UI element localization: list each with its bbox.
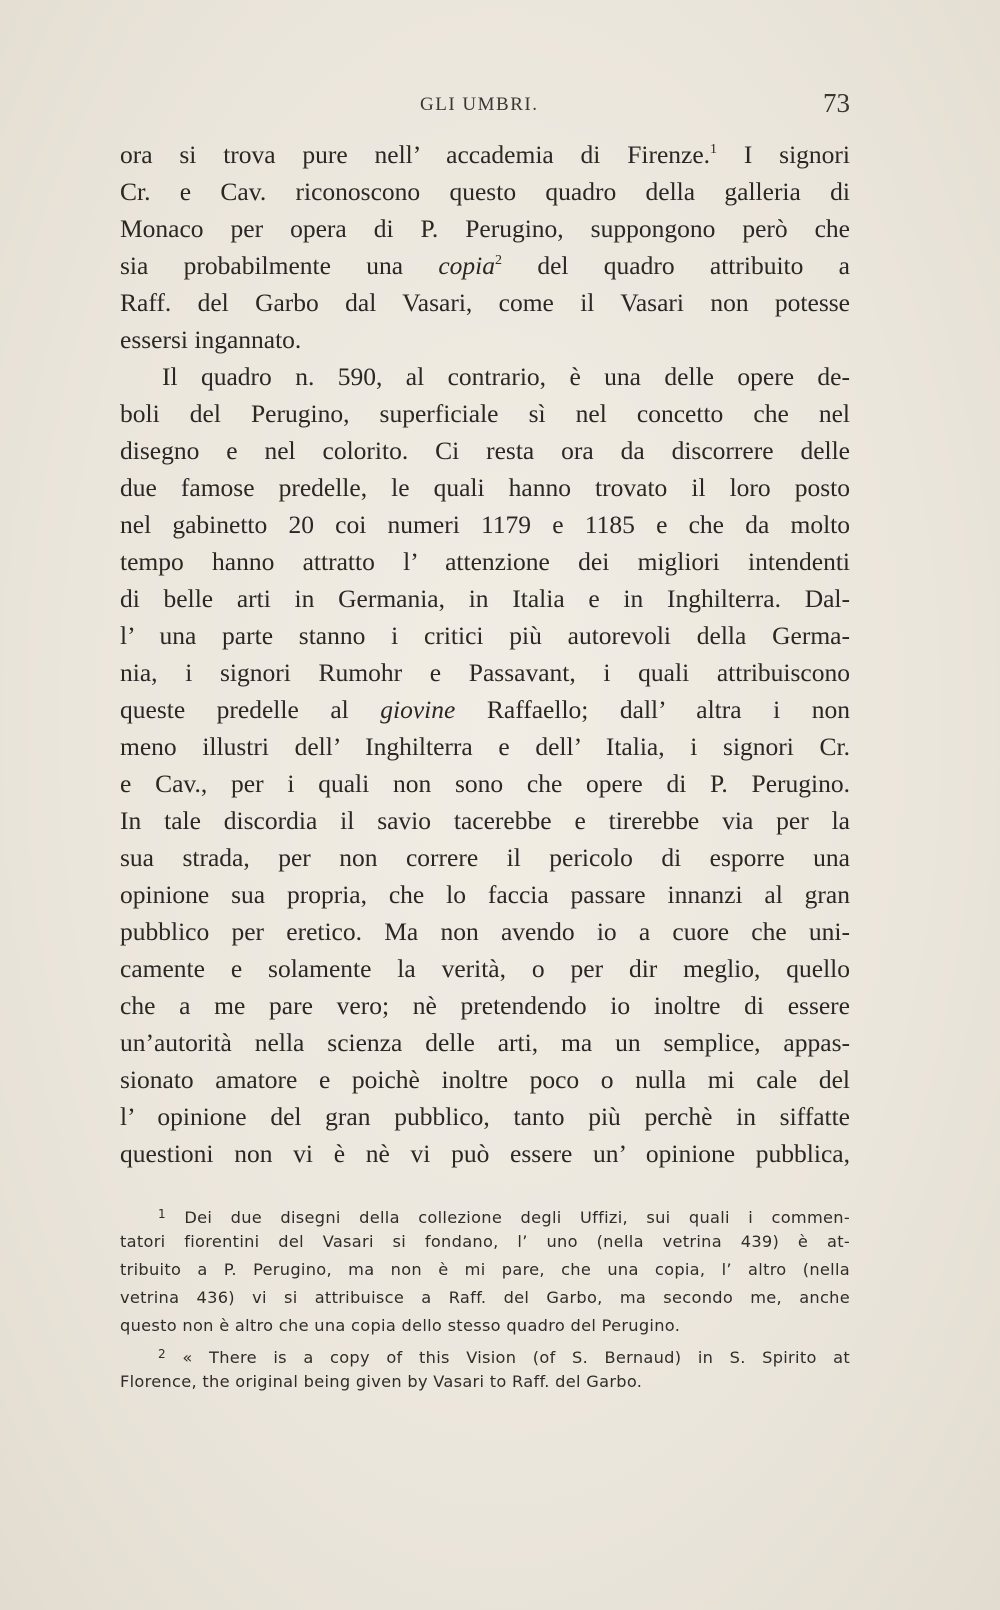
- text-span: Dei due disegni della collezione degli Uffizi, sui quali i commen-: [165, 1208, 850, 1227]
- running-title: GLI UMBRI.: [420, 94, 539, 115]
- text-line: boli del Perugino, superficiale sì nel concetto che nel: [120, 399, 850, 428]
- text-line: Cr. e Cav. riconoscono questo quadro della galleria di: [120, 177, 850, 206]
- footnote-line: Florence, the original being given by Vasari to Raff. del Garbo.: [120, 1372, 643, 1391]
- text-span: ora si trova pure nell’ accademia di Firenze.: [120, 140, 711, 169]
- footnote-line: tribuito a P. Perugino, ma non è mi pare, che una copia, l’ altro (nella: [120, 1260, 850, 1279]
- text-line: nel gabinetto 20 coi numeri 1179 e 1185 e che da molto: [120, 510, 850, 539]
- footnotes: [120, 1200, 850, 1396]
- italic-word: giovine: [380, 695, 456, 724]
- text-line: meno illustri dell’ Inghilterra e dell’ Italia, i signori Cr.: [120, 732, 850, 761]
- page-header: [120, 88, 850, 128]
- text-line: tempo hanno attratto l’ attenzione dei migliori intendenti: [120, 547, 850, 576]
- text-line: l’ una parte stanno i critici più autorevoli della Germa-: [120, 621, 850, 650]
- footnote-ref-2: 2: [495, 253, 503, 268]
- text-line: un’autorità nella scienza delle arti, ma un semplice, appas-: [120, 1028, 850, 1057]
- text-line: essersi ingannato.: [120, 325, 302, 354]
- text-span: Raffaello; dall’ altra i non: [455, 695, 850, 724]
- text-span: queste predelle al: [120, 695, 381, 724]
- text-line: Monaco per opera di P. Perugino, suppongono però che: [120, 214, 850, 243]
- text-line: questioni non vi è nè vi può essere un’ opinione pubblica,: [120, 1139, 850, 1168]
- footnote-line: vetrina 436) vi si attribuisce a Raff. del Garbo, ma secondo me, anche: [120, 1288, 850, 1307]
- italic-word: copia: [438, 251, 496, 280]
- text-span: del quadro attribuito a: [502, 251, 851, 280]
- text-line: In tale discordia il savio tacerebbe e tirerebbe via per la: [120, 806, 850, 835]
- text-line: sionato amatore e poichè inoltre poco o nulla mi cale del: [120, 1065, 850, 1094]
- footnote-line: [120, 1340, 850, 1368]
- footnote-line: tatori fiorentini del Vasari si fondano, l’ uno (nella vetrina 439) è at-: [120, 1232, 850, 1251]
- body-text: [120, 136, 850, 1172]
- footnote-marker-2: 2: [158, 1347, 166, 1361]
- text-line: l’ opinione del gran pubblico, tanto più perchè in siffatte: [120, 1102, 850, 1131]
- text-line: pubblico per eretico. Ma non avendo io a cuore che uni-: [120, 917, 850, 946]
- text-line: nia, i signori Rumohr e Passavant, i quali attribuiscono: [120, 658, 850, 687]
- text-line: [120, 691, 850, 728]
- text-line: disegno e nel colorito. Ci resta ora da discorrere delle: [120, 436, 850, 465]
- footnote-marker-1: 1: [158, 1207, 166, 1221]
- text-line: e Cav., per i quali non sono che opere di P. Perugino.: [120, 769, 850, 798]
- text-line: due famose predelle, le quali hanno trovato il loro posto: [120, 473, 850, 502]
- text-line: [120, 247, 850, 284]
- text-line: Raff. del Garbo dal Vasari, come il Vasari non potesse: [120, 288, 850, 317]
- footnote-line: questo non è altro che una copia dello stesso quadro del Perugino.: [120, 1316, 681, 1335]
- text-line: di belle arti in Germania, in Italia e in Inghilterra. Dal-: [120, 584, 850, 613]
- text-line: [120, 136, 850, 173]
- text-line: Il quadro n. 590, al contrario, è una delle opere de-: [162, 362, 850, 391]
- footnote-line: [120, 1200, 850, 1228]
- text-line: sua strada, per non correre il pericolo di esporre una: [120, 843, 850, 872]
- text-line: che a me pare vero; nè pretendendo io inoltre di essere: [120, 991, 850, 1020]
- page-number: 73: [823, 88, 850, 118]
- text-span: sia probabilmente una: [120, 251, 439, 280]
- text-line: camente e solamente la verità, o per dir meglio, quello: [120, 954, 850, 983]
- text-line: opinione sua propria, che lo faccia passare innanzi al gran: [120, 880, 850, 909]
- text-span: « There is a copy of this Vision (of S. Bernaud) in S. Spirito at: [165, 1348, 850, 1367]
- footnote-ref-1: 1: [710, 142, 718, 157]
- text-span: I signori: [717, 140, 850, 169]
